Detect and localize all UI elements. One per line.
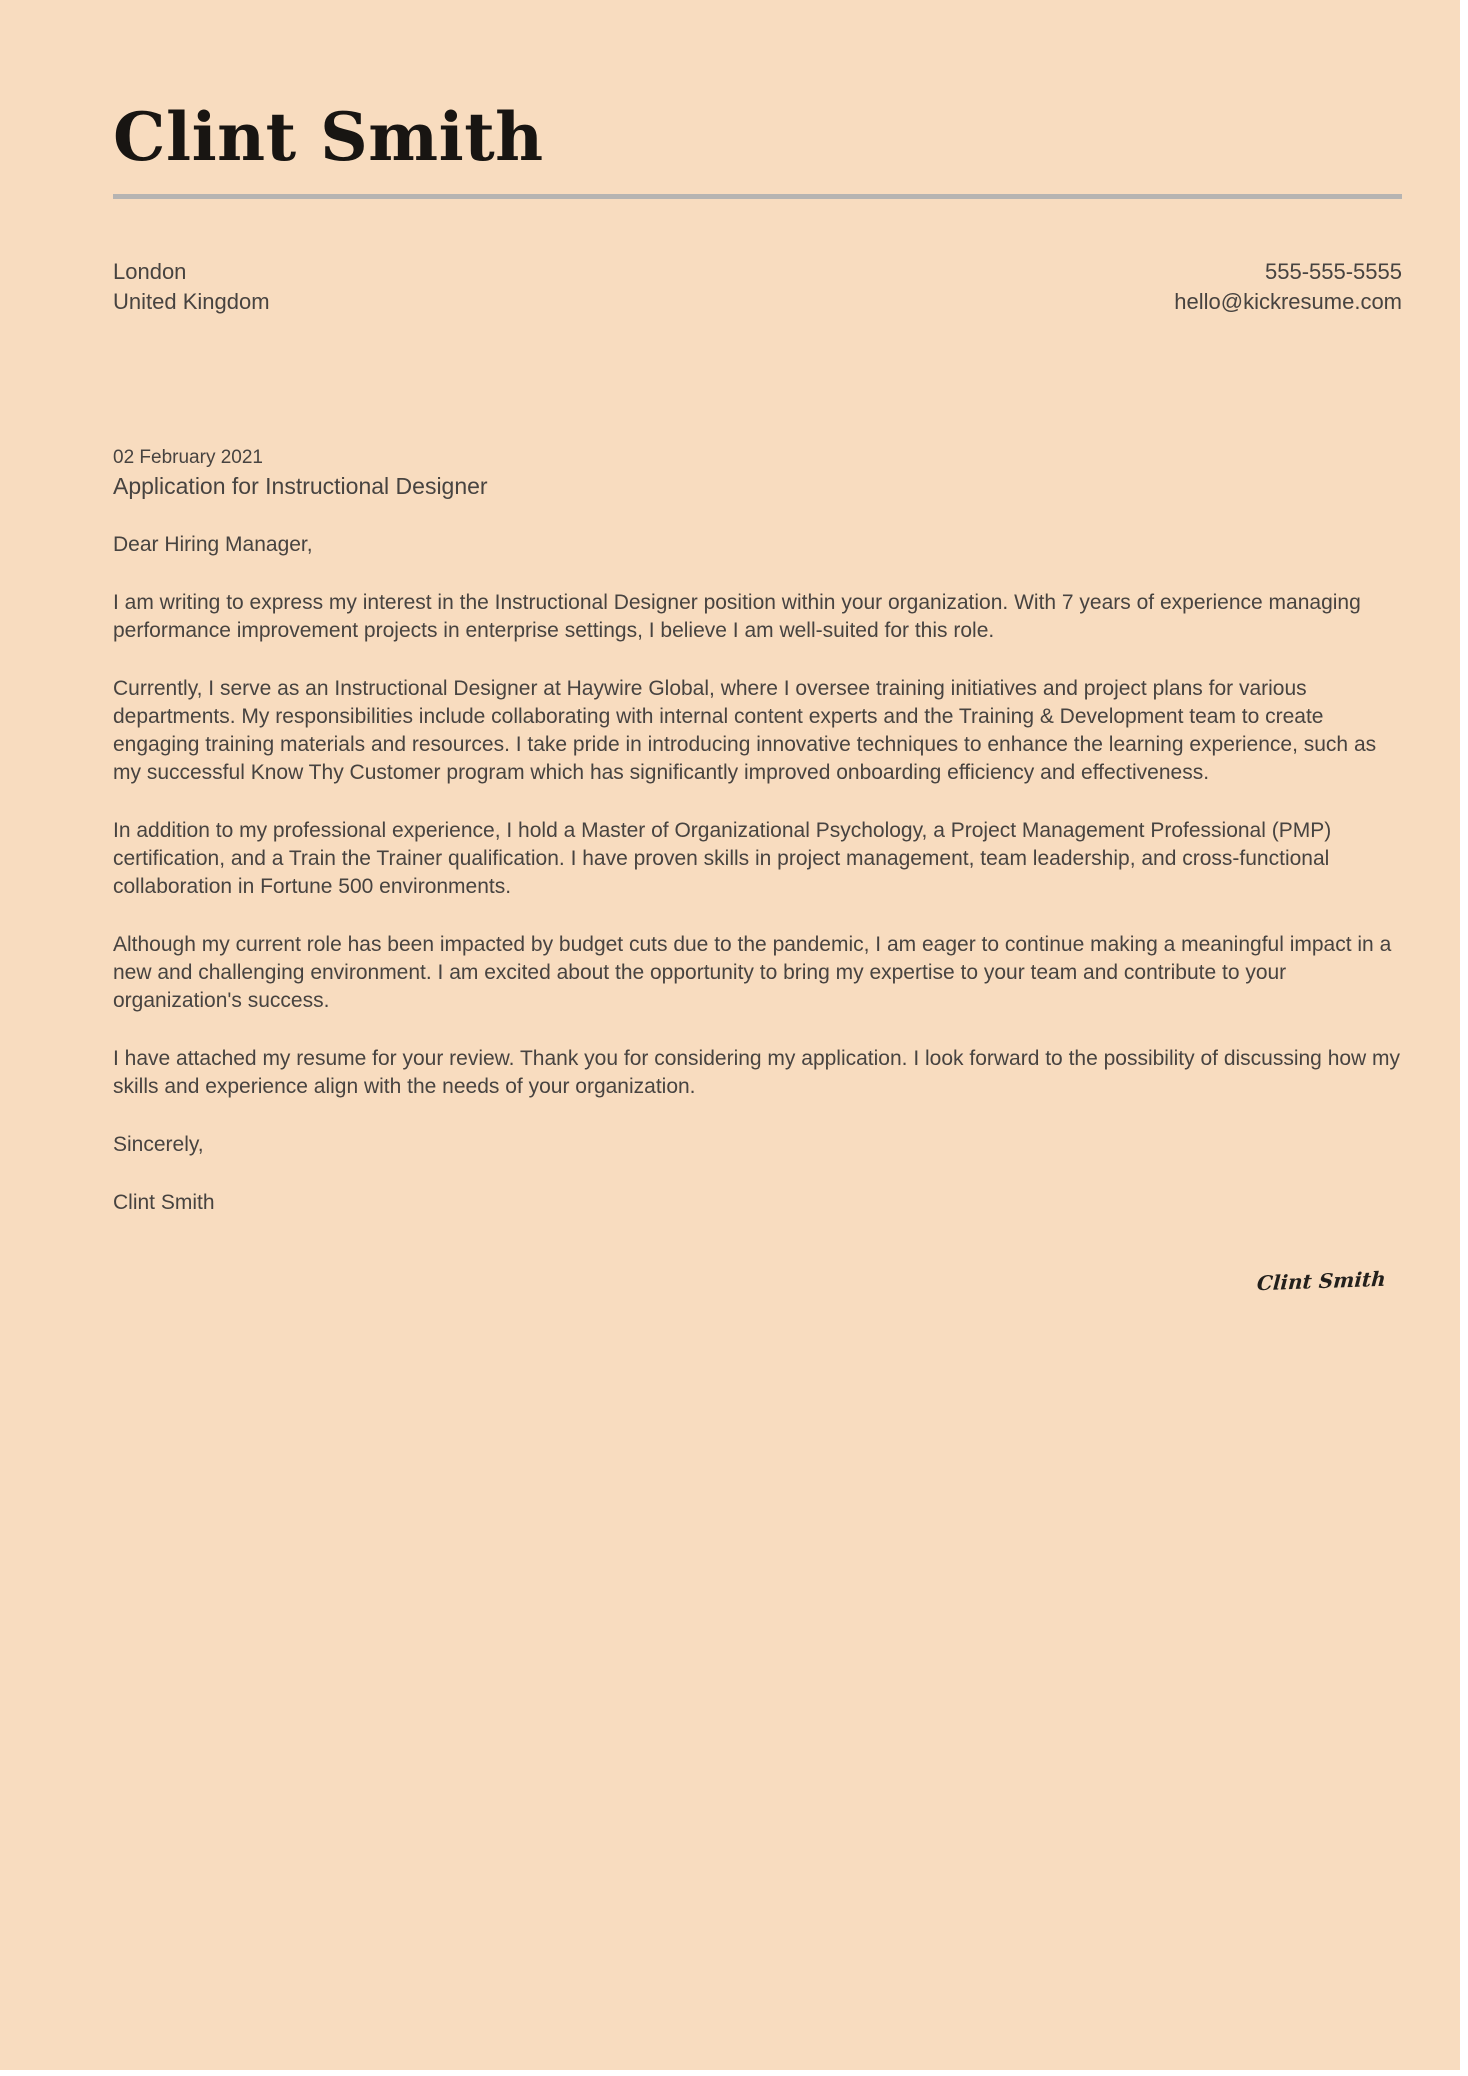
- contact-city: London: [113, 259, 187, 284]
- contact-section: [113, 257, 1402, 317]
- letter-meta: [113, 445, 1402, 501]
- letter-date: 02 February 2021: [113, 447, 263, 468]
- handwritten-signature: Clint Smith: [1256, 1266, 1387, 1296]
- salutation: Dear Hiring Manager,: [113, 533, 313, 556]
- contact-phone: 555-555-5555: [1264, 259, 1402, 284]
- body-paragraph-5: I have attached my resume for your review. Thank you for considering my application. I look forward to the possibility of discussing how my skills and experience align with the needs of your organization.: [113, 1047, 1401, 1098]
- contact-location: [113, 257, 270, 317]
- contact-country: United Kingdom: [113, 289, 270, 314]
- contact-email: hello@kickresume.com: [1174, 289, 1402, 314]
- letter-subject: Application for Instructional Designer: [113, 473, 488, 499]
- closing: Sincerely,: [113, 1133, 204, 1156]
- body-paragraph-2: Currently, I serve as an Instructional Designer at Haywire Global, where I oversee training initiatives and project plans for various departments. My responsibilities include collaborating with internal content experts and the Training & Development team to create engaging training materials and resources. I take pride in introducing innovative techniques to enhance the learning experience, such as my successful Know Thy Customer program which has significantly improved onboarding efficiency and effectiveness.: [113, 677, 1377, 784]
- typed-signature-name: Clint Smith: [113, 1191, 215, 1214]
- signature-row: [113, 1266, 1402, 1296]
- body-paragraph-1: I am writing to express my interest in the Instructional Designer position within your organization. With 7 years of experience managing performance improvement projects in enterprise settings, I believe I am well-suited for this role.: [113, 591, 1361, 642]
- applicant-name-heading: Clint Smith: [113, 98, 544, 176]
- contact-details: [1174, 257, 1402, 317]
- header-divider: [113, 194, 1402, 199]
- body-paragraph-3: In addition to my professional experience, I hold a Master of Organizational Psychology, a Project Management Professional (PMP) certification, and a Train the Trainer qualification. I have proven skills in project management, team leadership, and cross-functional collaboration in Fortune 500 environments.: [113, 819, 1332, 898]
- body-paragraph-4: Although my current role has been impacted by budget cuts due to the pandemic, I am eager to continue making a meaningful impact in a new and challenging environment. I am excited about the opportunity to bring my expertise to your team and contribute to your organization's success.: [113, 933, 1392, 1012]
